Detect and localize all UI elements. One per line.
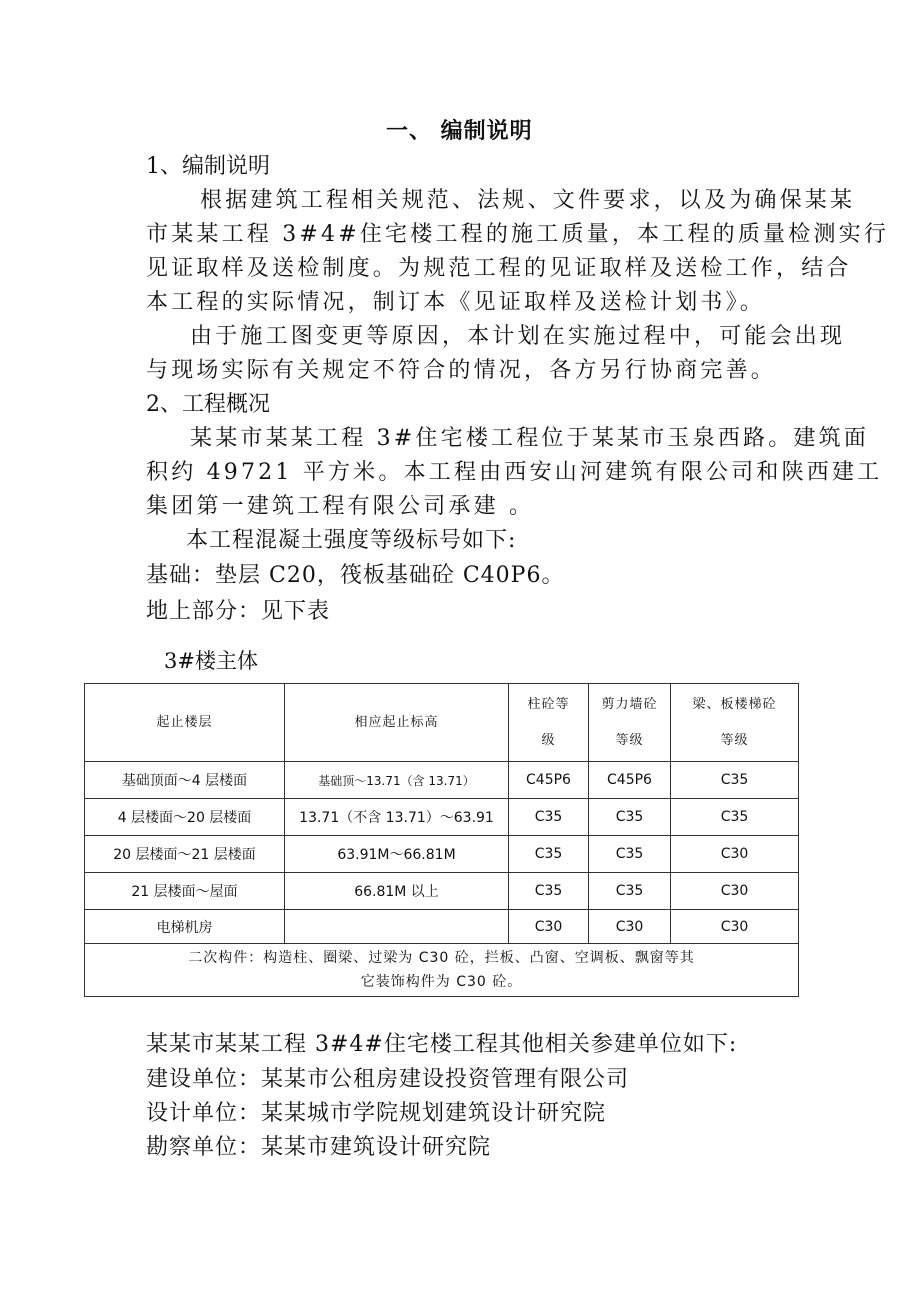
paragraph-line: 集团第一建筑工程有限公司承建 。 bbox=[146, 494, 535, 519]
table-note: 二次构件：构造柱、圈梁、过梁为 C30 砼，拦板、凸窗、空调板、飘窗等其 它装饰构件为 C30 砼。 bbox=[85, 944, 799, 997]
table-cell: C35 bbox=[671, 799, 799, 836]
table-row bbox=[85, 799, 799, 836]
concrete-grade-table bbox=[84, 683, 799, 997]
paragraph-line: 某某市某某工程 3#住宅楼工程位于某某市玉泉西路。建筑面 bbox=[190, 426, 870, 451]
table-cell: C35 bbox=[589, 799, 671, 836]
table-cell: 4 层楼面～20 层楼面 bbox=[85, 799, 285, 836]
table-row bbox=[85, 873, 799, 910]
unit-line: 勘察单位：某某市建筑设计研究院 bbox=[146, 1135, 492, 1160]
table-note-row bbox=[85, 944, 799, 997]
table-cell: C45P6 bbox=[589, 762, 671, 799]
header-cell: 剪力墙砼 等级 bbox=[589, 684, 671, 762]
table-caption: 3#楼主体 bbox=[164, 649, 258, 673]
table-cell: C35 bbox=[589, 873, 671, 910]
paragraph-line: 本工程的实际情况，制订本《见证取样及送检计划书》。 bbox=[146, 290, 766, 315]
table-cell: 20 层楼面～21 层楼面 bbox=[85, 836, 285, 873]
concrete-intro: 本工程混凝土强度等级标号如下: bbox=[186, 528, 517, 553]
section-1-heading: 1、编制说明 bbox=[146, 154, 270, 179]
header-cell: 起止楼层 bbox=[85, 684, 285, 762]
header-cell: 柱砼等 级 bbox=[509, 684, 589, 762]
units-intro: 某某市某某工程 3#4#住宅楼工程其他相关参建单位如下: bbox=[146, 1032, 738, 1057]
table-cell: C35 bbox=[509, 873, 589, 910]
table-cell: C35 bbox=[509, 799, 589, 836]
table-cell: 21 层楼面～屋面 bbox=[85, 873, 285, 910]
table-cell: 66.81M 以上 bbox=[285, 873, 509, 910]
table-row bbox=[85, 836, 799, 873]
table-cell: C30 bbox=[671, 910, 799, 944]
header-cell: 梁、板楼梯砼 等级 bbox=[671, 684, 799, 762]
paragraph-line: 根据建筑工程相关规范、法规、文件要求，以及为确保某某 bbox=[200, 188, 856, 213]
unit-line: 建设单位：某某市公租房建设投资管理有限公司 bbox=[146, 1067, 630, 1092]
table-cell: C35 bbox=[671, 762, 799, 799]
table-cell: C45P6 bbox=[509, 762, 589, 799]
table-cell: C35 bbox=[509, 836, 589, 873]
table-cell: 电梯机房 bbox=[85, 910, 285, 944]
table-cell: 63.91M～66.81M bbox=[285, 836, 509, 873]
table-cell: C30 bbox=[671, 873, 799, 910]
paragraph-line: 由于施工图变更等原因，本计划在实施过程中，可能会出现 bbox=[190, 324, 846, 349]
table-cell: C30 bbox=[589, 910, 671, 944]
paragraph-line: 与现场实际有关规定不符合的情况，各方另行协商完善。 bbox=[146, 358, 777, 383]
table-cell: 基础顶面～4 层楼面 bbox=[85, 762, 285, 799]
table-cell: 基础顶～13.71（含 13.71） bbox=[285, 762, 509, 799]
table-cell: C30 bbox=[509, 910, 589, 944]
table-header-row bbox=[85, 684, 799, 762]
page-title: 一、 编制说明 bbox=[386, 118, 533, 144]
header-cell: 相应起止标高 bbox=[285, 684, 509, 762]
table-row bbox=[85, 910, 799, 944]
above-ground-line: 地上部分：见下表 bbox=[146, 599, 331, 624]
unit-line: 设计单位：某某城市学院规划建筑设计研究院 bbox=[146, 1101, 607, 1126]
table-cell: C35 bbox=[589, 836, 671, 873]
foundation-line: 基础：垫层 C20，筏板基础砼 C40P6。 bbox=[146, 563, 565, 588]
section-2-heading: 2、工程概况 bbox=[146, 392, 270, 417]
paragraph-line: 见证取样及送检制度。为规范工程的见证取样及送检工作，结合 bbox=[146, 256, 852, 281]
paragraph-line: 积约 49721 平方米。本工程由西安山河建筑有限公司和陕西建工 bbox=[146, 460, 883, 485]
paragraph-line: 市某某工程 3#4#住宅楼工程的施工质量，本工程的质量检测实行 bbox=[146, 222, 890, 247]
table-row bbox=[85, 762, 799, 799]
table-cell: C30 bbox=[671, 836, 799, 873]
table-cell: 13.71（不含 13.71）～63.91 bbox=[285, 799, 509, 836]
table-cell bbox=[285, 910, 509, 944]
